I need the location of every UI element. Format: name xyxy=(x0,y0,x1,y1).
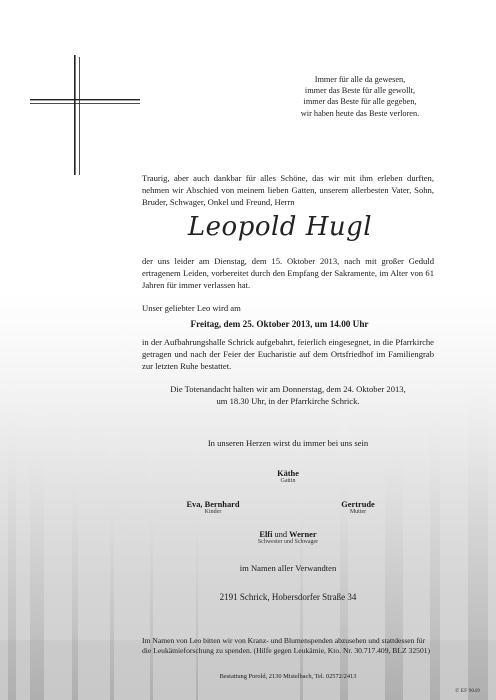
verse-line: Immer für alle da gewesen, xyxy=(314,75,406,84)
verse-line: immer das Beste für alle gegeben, xyxy=(303,97,417,107)
donation-note xyxy=(142,636,452,657)
vigil-line: um 18.30 Uhr, in der Pfarrkirche Schrick. xyxy=(216,396,360,406)
mourner-name: Elfi xyxy=(259,530,273,539)
mourner-name: Käthe xyxy=(277,469,299,478)
funeral-date: Freitag, dem 25. Oktober 2013, um 14.00 Uhr xyxy=(190,319,369,329)
donation-line: die Leukämieforschung zu spenden. (Hilfe gegen Leukämie, Kto. Nr. 30.717.409, BLZ 32501) xyxy=(142,646,431,656)
funeral-details: in der Aufbahrungshalle Schrick aufgebahrt, feierlich eingesegnet, in die Pfarrkirche getragen und nach der Feier der Eucharistie auf dem Ortsfriedhof im Familiengrab zur letzten Ruhe bestattet. xyxy=(142,337,434,372)
mourner-name: Eva, Bernhard xyxy=(186,500,240,509)
mourner-name: Werner xyxy=(289,530,317,539)
mourner-siblings xyxy=(213,530,363,545)
mourner-conjunction: und xyxy=(274,530,288,539)
memory-line: In unseren Herzen wirst du immer bei uns sein xyxy=(207,438,369,448)
mourner-wife xyxy=(238,469,338,484)
mourner-mother xyxy=(308,500,408,515)
address: 2191 Schrick, Hobersdorfer Straße 34 xyxy=(219,592,357,602)
donation-line: Im Namen von Leo bitten wir von Kranz- und Blumenspenden abzusehen und stattdessen für xyxy=(142,636,426,645)
verse-line: wir haben heute das Beste verloren. xyxy=(300,108,420,118)
death-notice: der uns leider am Dienstag, dem 15. Oktober 2013, nach mit großer Geduld ertragenem Leiden, vorbereitet durch den Empfang der Sakramente, im Alter von 61 Jahren für immer verlassen hat. xyxy=(142,256,434,291)
mourner-role: Gattin xyxy=(280,478,296,484)
vigil-line: Die Totenandacht halten wir am Donnerstag, dem 24. Oktober 2013, xyxy=(170,384,406,394)
verse xyxy=(290,74,460,119)
deceased-name: Leopold Hugl xyxy=(187,212,373,242)
cross-icon xyxy=(30,55,140,175)
mourner-role: Mutter xyxy=(349,509,367,515)
mourner-children xyxy=(163,500,263,515)
imprint: © EF 9049 xyxy=(455,688,480,694)
verse-line: immer das Beste für alle gewollt, xyxy=(304,86,416,96)
intro-text: Traurig, aber auch dankbar für alles Schöne, das wir mit ihm erleben durften, nehmen wir Abschied von meinem lieben Gatten, unserem allerbesten Vater, Sohn, Bruder, Schwager, Onkel und Freund, Herrn xyxy=(142,173,434,208)
funeral-intro: Unser geliebter Leo wird am xyxy=(142,303,241,313)
mourner-name: Gertrude xyxy=(341,500,375,509)
mourner-role: Kinder xyxy=(204,509,222,515)
undertaker-line: Bestattung Porold, 2130 Mistelbach, Tel. 02572/2413 xyxy=(219,673,357,680)
mourner-role: Schwester und Schwager xyxy=(257,539,319,545)
relatives-line: im Namen aller Verwandten xyxy=(239,563,337,573)
